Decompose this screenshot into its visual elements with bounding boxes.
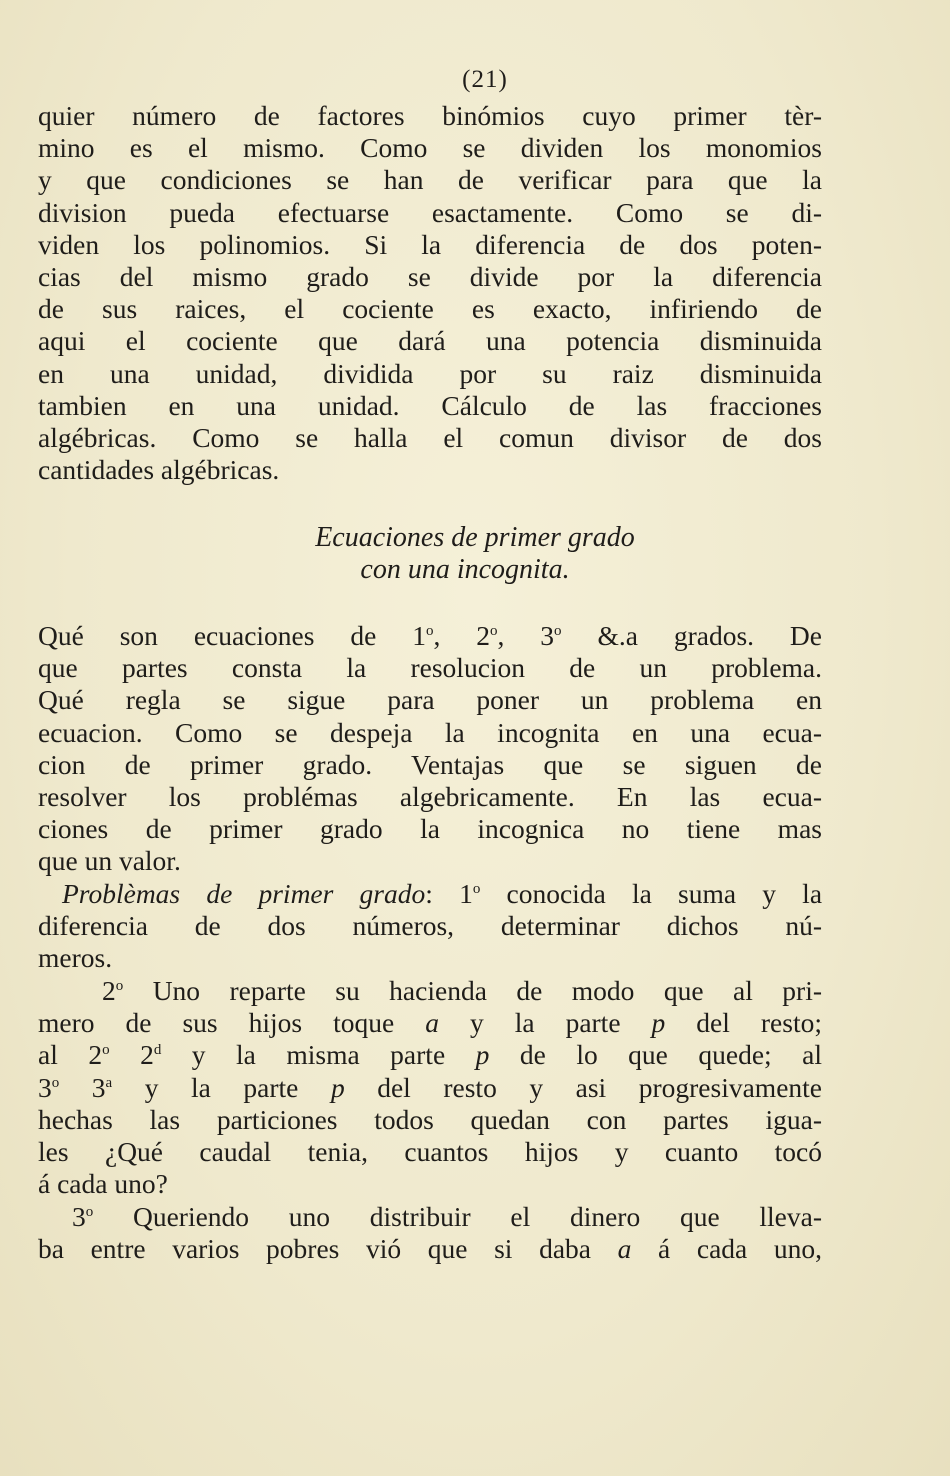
- text-line: ciones de primer grado la incognica no tiene mas: [38, 813, 822, 845]
- text-line: resolver los problémas algebricamente. En las ecua-: [38, 780, 822, 812]
- text-line: 2$^o$ Uno reparte su hacienda de modo que al pri-: [102, 975, 822, 1006]
- text-line: cantidades algébricas.: [38, 454, 280, 486]
- text-line: les ¿Qué caudal tenia, cuantos hijos y cuanto tocó: [38, 1135, 822, 1167]
- text-line: al 2$^o$ 2$^d$ y la misma parte p de lo que quede; al: [38, 1039, 822, 1071]
- paragraph-1: [38, 100, 822, 486]
- text-line: meros.: [38, 942, 113, 974]
- text-line: aqui el cociente que dará una potencia disminuida: [38, 325, 822, 357]
- text-line: algébricas. Como se halla el comun divisor de dos: [38, 421, 822, 453]
- paragraph-4: [38, 975, 822, 1200]
- text-line: mero de sus hijos toque a y la parte p del resto;: [38, 1007, 822, 1039]
- text-line: Qué regla se sigue para poner un problema en: [38, 684, 822, 716]
- paragraph-2: [38, 620, 822, 878]
- text-line: viden los polinomios. Si la diferencia de dos poten-: [38, 228, 822, 260]
- text-line: 3$^o$ Queriendo uno distribuir el dinero que lleva-: [72, 1201, 822, 1232]
- paragraph-5: [38, 1201, 822, 1265]
- paragraph-3: [38, 878, 822, 975]
- section-subheading: con una incognita.: [360, 554, 570, 585]
- text-line: á cada uno?: [38, 1168, 168, 1200]
- text-line: hechas las particiones todos quedan con partes igua-: [38, 1103, 822, 1135]
- text-line: en una unidad, dividida por su raiz disminuida: [38, 357, 822, 389]
- text-line: division pueda efectuarse esactamente. Como se di-: [38, 196, 822, 228]
- page-number: (21): [462, 66, 508, 93]
- italic-heading: Problèmas de primer grado: [62, 878, 426, 909]
- text-line: mino es el mismo. Como se dividen los monomios: [38, 132, 822, 164]
- text-line: ba entre varios pobres vió que si daba a á cada uno,: [38, 1233, 822, 1265]
- section-heading: Ecuaciones de primer grado: [315, 522, 635, 553]
- text-line: que partes consta la resolucion de un problema.: [38, 652, 822, 684]
- text-line: Qué son ecuaciones de 1$^o$, 2$^o$, 3$^o$ &.a grados. De: [38, 620, 822, 651]
- text-line: diferencia de dos números, determinar dichos nú-: [38, 910, 822, 942]
- text-line: tambien en una unidad. Cálculo de las fracciones: [38, 389, 822, 421]
- text-line: cion de primer grado. Ventajas que se siguen de: [38, 748, 822, 780]
- text-line: cias del mismo grado se divide por la diferencia: [38, 260, 822, 292]
- text-line: y que condiciones se han de verificar para que la: [38, 164, 822, 196]
- text-line: que un valor.: [38, 845, 181, 877]
- text-line: Problèmas de primer grado: 1$^o$ conocida la suma y la: [62, 878, 822, 909]
- text-line: de sus raices, el cociente es exacto, infiriendo de: [38, 293, 822, 325]
- text-line: quier número de factores binómios cuyo primer tèr-: [38, 100, 822, 131]
- text-line: ecuacion. Como se despeja la incognita en una ecua-: [38, 716, 822, 748]
- text-line: 3$^o$ 3$^a$ y la parte p del resto y asi progresivamente: [38, 1071, 822, 1103]
